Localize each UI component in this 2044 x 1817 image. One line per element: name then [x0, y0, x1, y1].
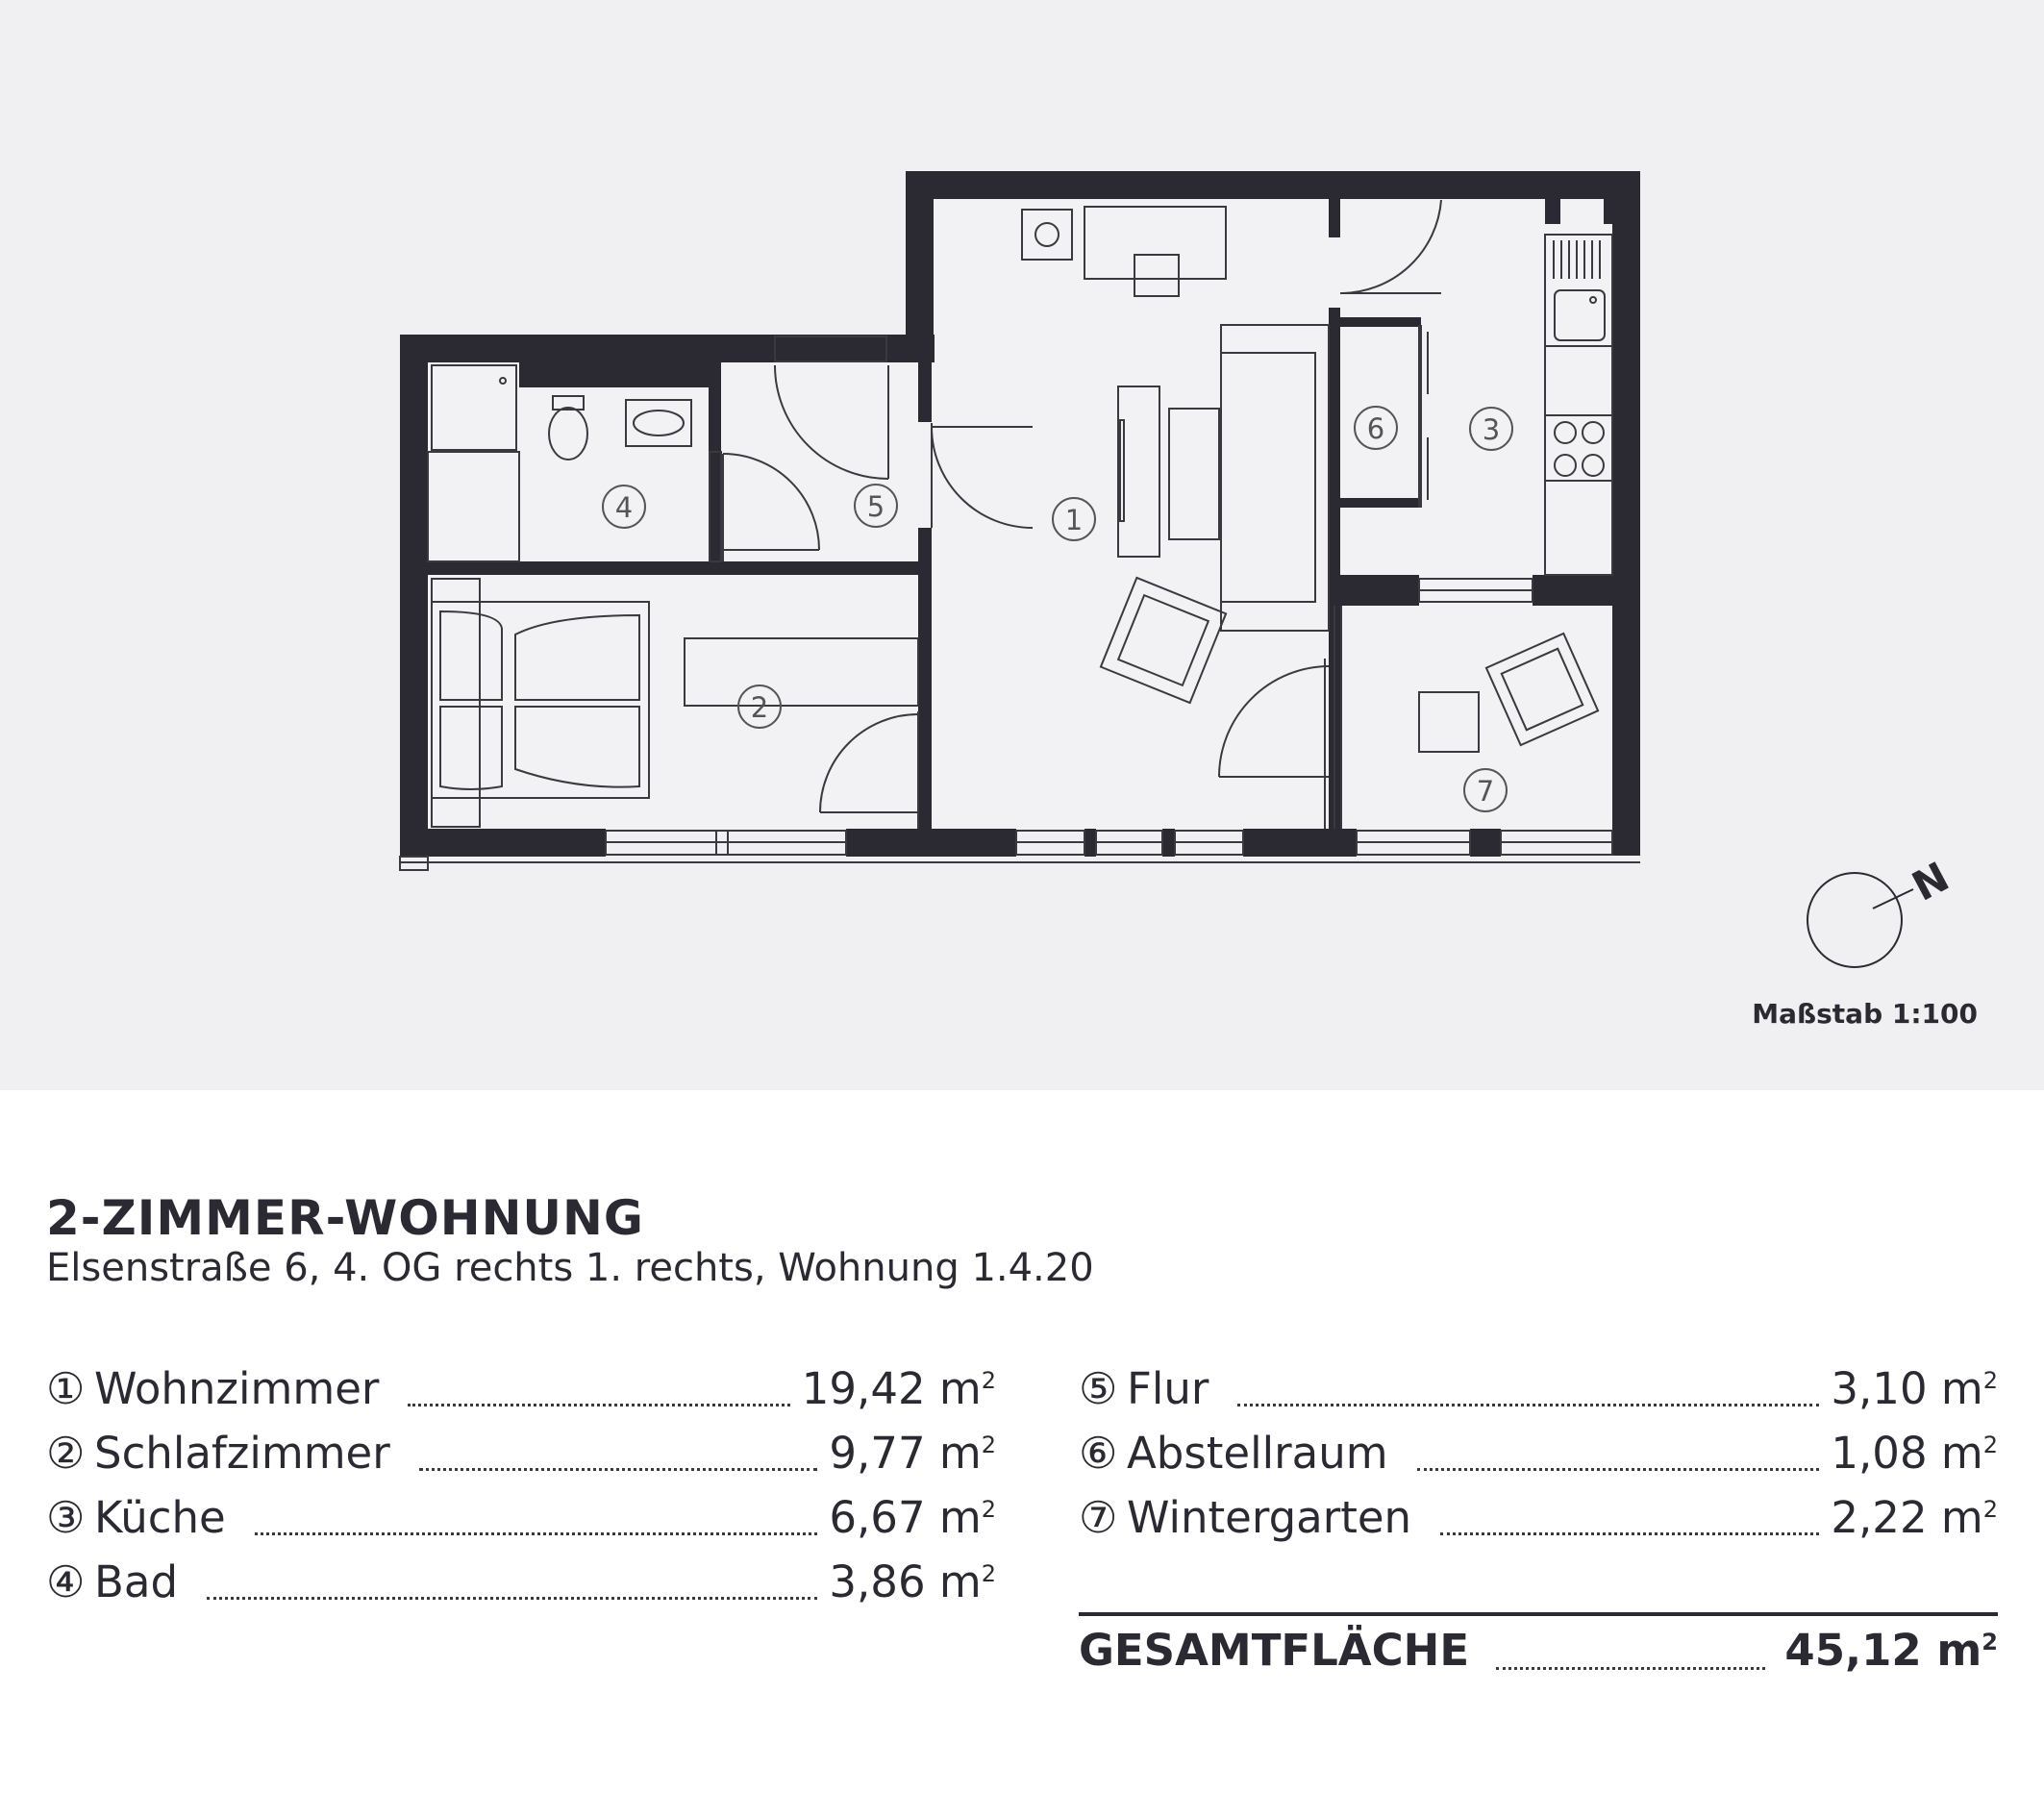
- room-name: Bad: [94, 1556, 179, 1607]
- room-marker-label: 5: [866, 490, 885, 523]
- room-area: 1,08 $m^2$: [1831, 1428, 1998, 1479]
- dotted-leader: [419, 1468, 818, 1471]
- dotted-leader: [1496, 1667, 1765, 1670]
- total-label: GESAMTFLÄCHE: [1079, 1625, 1470, 1676]
- room-number: ④: [46, 1556, 86, 1607]
- total-area-row: [1079, 1625, 1998, 1692]
- area-list-right: [1079, 1363, 1998, 1556]
- room-marker-label: 2: [750, 691, 769, 724]
- room-area: 2,22 $m^2$: [1831, 1492, 1998, 1543]
- dotted-leader: [255, 1532, 818, 1535]
- area-row: [46, 1492, 996, 1556]
- room-number: ①: [46, 1363, 86, 1414]
- room-area: 19,42 $m^2$: [801, 1363, 996, 1414]
- room-name: Schlafzimmer: [94, 1428, 390, 1479]
- room-marker-label: 1: [1064, 504, 1084, 536]
- room-marker-label: 6: [1366, 412, 1385, 445]
- room-name: Abstellraum: [1127, 1428, 1388, 1479]
- area-list-left: [46, 1363, 996, 1621]
- scale-label: Maßstab 1:100: [1752, 998, 1978, 1030]
- page-title: 2-ZIMMER-WOHNUNG: [46, 1190, 644, 1246]
- area-row: [46, 1556, 996, 1621]
- dotted-leader: [1237, 1404, 1819, 1406]
- total-value: 45,12 $m^2$: [1784, 1625, 1998, 1676]
- dotted-leader: [207, 1597, 817, 1600]
- room-name: Wohnzimmer: [94, 1363, 380, 1414]
- area-row: [1079, 1363, 1998, 1428]
- room-area: 3,10 $m^2$: [1831, 1363, 1998, 1414]
- compass-icon: [1807, 853, 1957, 967]
- room-number: ⑦: [1079, 1492, 1118, 1543]
- dotted-leader: [1440, 1532, 1819, 1535]
- room-floors: [428, 199, 1632, 831]
- room-name: Wintergarten: [1127, 1492, 1412, 1543]
- room-marker-label: 3: [1482, 413, 1501, 446]
- room-area: 3,86 $m^2$: [829, 1556, 996, 1607]
- dotted-leader: [1417, 1468, 1820, 1471]
- room-number: ②: [46, 1428, 86, 1479]
- area-row: [46, 1428, 996, 1492]
- total-divider: [1079, 1612, 1998, 1616]
- area-row: [1079, 1428, 1998, 1492]
- room-marker-label: 4: [614, 491, 634, 524]
- page-subtitle: Elsenstraße 6, 4. OG rechts 1. rechts, Wohnung 1.4.20: [46, 1246, 1094, 1290]
- room-number: ③: [46, 1492, 86, 1543]
- dotted-leader: [408, 1404, 789, 1406]
- room-number: ⑤: [1079, 1363, 1118, 1414]
- room-marker-label: 7: [1476, 775, 1495, 808]
- room-area: 6,67 $m^2$: [829, 1492, 996, 1543]
- room-name: Flur: [1127, 1363, 1209, 1414]
- kitchen-drainer: [1554, 240, 1600, 279]
- room-area: 9,77 $m^2$: [829, 1428, 996, 1479]
- room-number: ⑥: [1079, 1428, 1118, 1479]
- room-name: Küche: [94, 1492, 226, 1543]
- compass-north-label: N: [1904, 853, 1957, 910]
- area-row: [46, 1363, 996, 1428]
- area-row: [1079, 1492, 1998, 1556]
